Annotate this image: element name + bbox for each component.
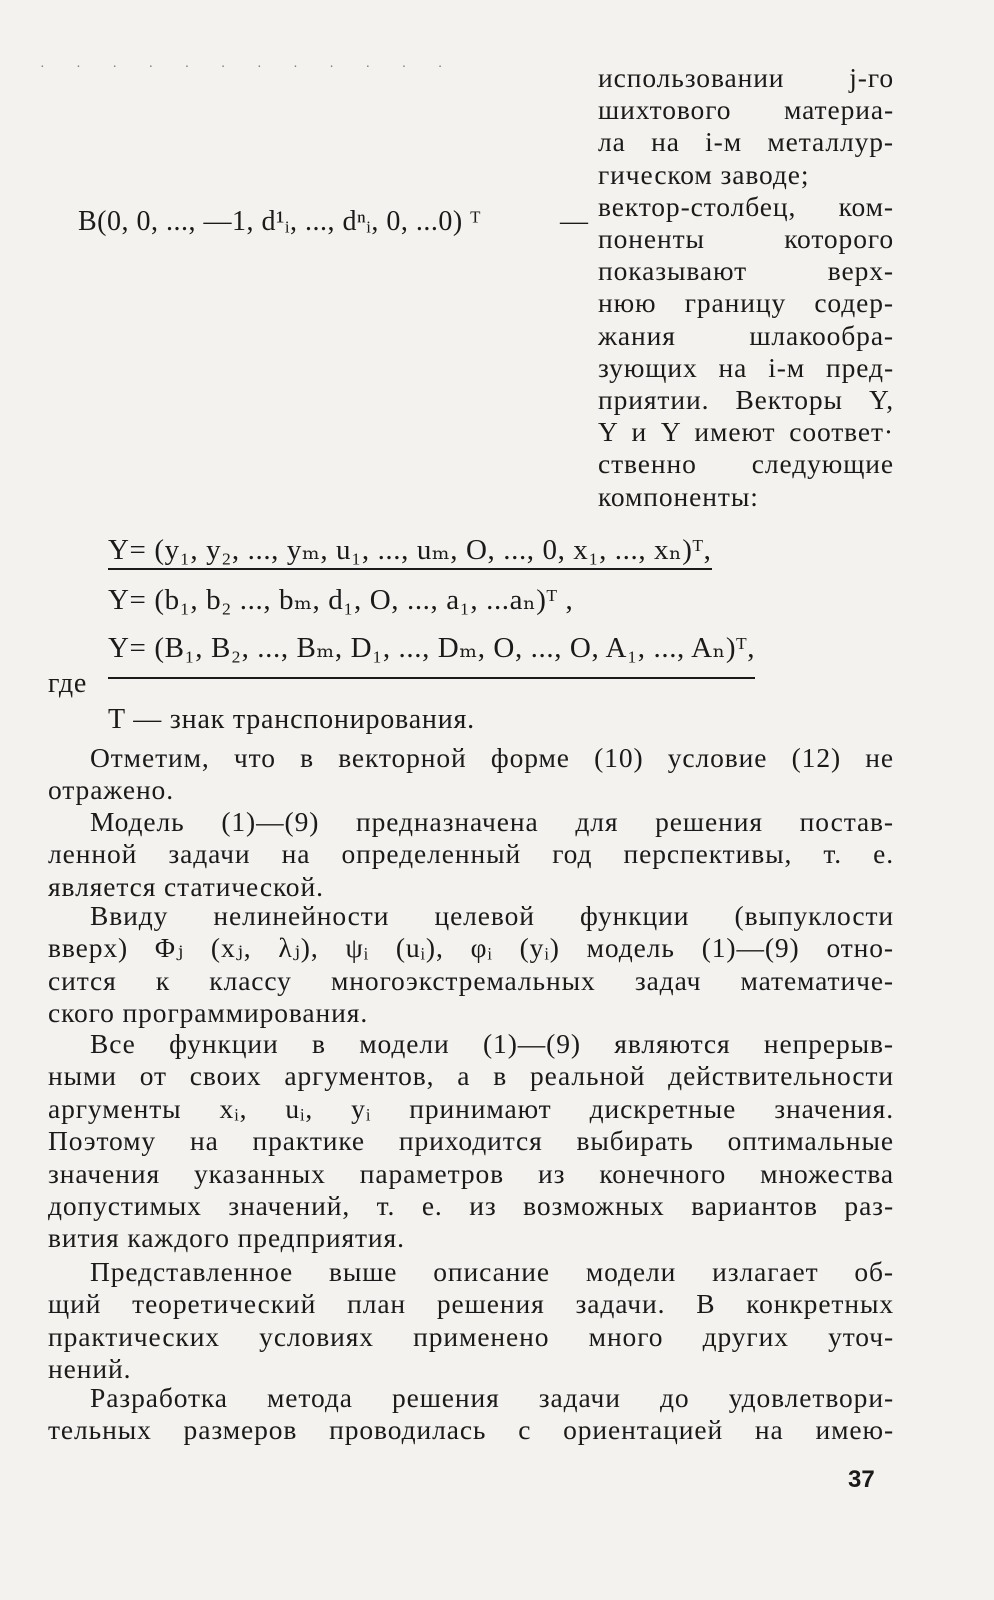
definition-line: нюю границу содер- — [598, 287, 894, 319]
paragraph-line: ского программирования. — [48, 997, 369, 1029]
paragraph-line: значения указанных параметров из конечного множества — [48, 1157, 894, 1189]
paragraph-line: нений. — [48, 1353, 132, 1385]
paragraph-line: отражено. — [48, 774, 174, 806]
definition-line: показывают верх- — [598, 255, 894, 287]
paragraph-line: является статической. — [48, 870, 324, 902]
definition-line: жания шлакообра- — [598, 319, 894, 351]
definition-line: поненты которого — [598, 223, 894, 255]
paragraph-line: Отметим, что в векторной форме (10) условие (12) не — [90, 742, 894, 773]
definition-column — [598, 62, 894, 513]
paragraph — [48, 1028, 894, 1255]
paragraph-line: аргументы xᵢ, uᵢ, yᵢ принимают дискретные значения. — [48, 1092, 894, 1124]
formula-text: Y= (y₁, y₂, ..., yₘ, u₁, ..., uₘ, O, ..., 0, x₁, ..., xₙ)ᵀ, — [108, 534, 712, 566]
formula-text: Y= (b₁, b₂ ..., bₘ, d₁, O, ..., a₁, ...aₙ)ᵀ , — [108, 584, 574, 616]
paragraph-line: Представленное выше описание модели излагает об- — [90, 1256, 894, 1287]
definition-line: Y и Y имеют соответ· — [598, 416, 894, 448]
formula-y-upper — [108, 630, 755, 665]
formula-text: Y= (B₁, B₂, ..., Bₘ, D₁, ..., Dₘ, O, ..., O, A₁, ..., Aₙ)ᵀ, — [108, 632, 756, 664]
definition-line: шихтового материа- — [598, 94, 894, 126]
definition-line: приятии. Векторы Y, — [598, 384, 894, 416]
paragraph-line: допустимых значений, т. е. из возможных вариантов раз- — [48, 1190, 894, 1222]
paragraph — [48, 1382, 894, 1447]
paragraph — [48, 1256, 894, 1386]
paragraph-line: ленной задачи на определенный год перспективы, т. е. — [48, 838, 894, 870]
page-number: 37 — [848, 1466, 875, 1493]
formula-y-lower — [108, 532, 712, 567]
where-label: где — [48, 668, 88, 699]
definition-line: вектор-столбец, ком- — [598, 190, 894, 222]
paragraph-line: вверх) Φⱼ (xⱼ, λⱼ), ψᵢ (uᵢ), φᵢ (yᵢ) модель (1)—(9) отно- — [48, 932, 894, 964]
paragraph-line: Все функции в модели (1)—(9) являются непрерыв- — [90, 1028, 894, 1059]
paragraph-line: сится к классу многоэкстремальных задач математиче- — [48, 964, 894, 996]
paragraph — [48, 900, 894, 1030]
definition-line: ственно следующие — [598, 448, 894, 480]
paragraph — [48, 806, 894, 903]
paragraph-line: Разработка метода решения задачи до удовлетвори- — [90, 1382, 894, 1413]
paragraph-line: Ввиду нелинейности целевой функции (выпуклости — [90, 900, 894, 931]
paragraph-line: вития каждого предприятия. — [48, 1222, 405, 1254]
definition-line: зующих на i-м пред- — [598, 351, 894, 383]
definition-line: ла на i-м металлур- — [598, 126, 894, 158]
definition-line: компоненты: — [598, 480, 759, 512]
transpose-note: T — знак транспонирования. — [108, 704, 475, 735]
print-specks: · · · · · · · · · · · · — [40, 60, 457, 75]
definition-line: гическом заводе; — [598, 158, 810, 190]
definition-dash: — — [560, 206, 588, 237]
paragraph-line: Поэтому на практике приходится выбирать оптимальные — [48, 1125, 894, 1157]
vector-b-definition: B(0, 0, ..., —1, d¹ᵢ, ..., dⁿᵢ, 0, ...0) ᵀ — [78, 206, 481, 237]
paragraph — [48, 742, 894, 807]
paragraph-line: тельных размеров проводилась с ориентацией на имею- — [48, 1414, 894, 1446]
paragraph-line: ными от своих аргументов, а в реальной действительности — [48, 1060, 894, 1092]
paragraph-line: практических условиях применено много других уточ- — [48, 1320, 894, 1352]
paragraph-line: Модель (1)—(9) предназначена для решения постав- — [90, 806, 894, 837]
paragraph-line: щий теоретический план решения задачи. В конкретных — [48, 1288, 894, 1320]
definition-line: использовании j-го — [598, 62, 894, 93]
formula-y-plain — [108, 582, 573, 617]
